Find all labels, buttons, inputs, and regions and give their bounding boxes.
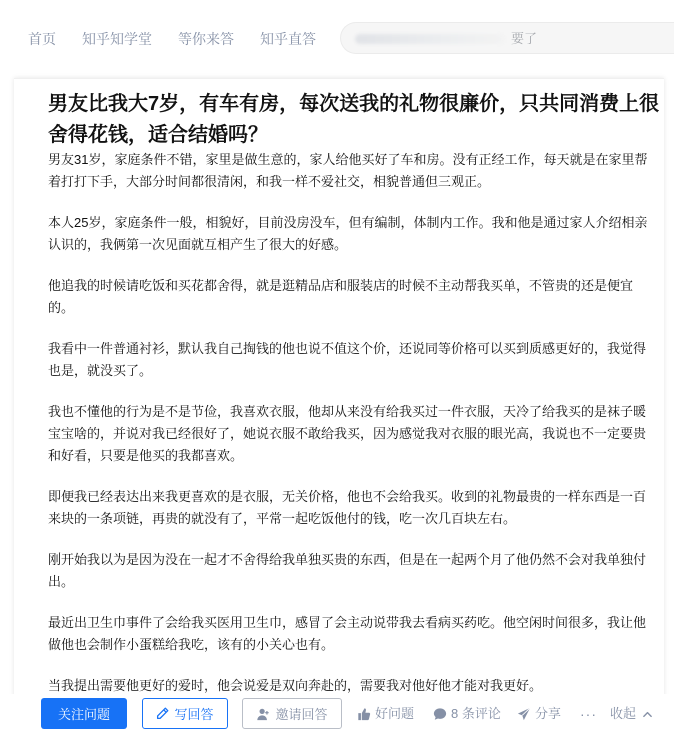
more-options-label: ··· <box>580 706 597 722</box>
search-input[interactable] <box>340 22 674 54</box>
good-question-button[interactable] <box>357 705 414 723</box>
add-user-icon <box>256 707 270 721</box>
question-paragraph: 我也不懂他的行为是不是节俭，我喜欢衣服，他却从来没有给我买过一件衣服，天冷了给我买的是袜子暖宝宝啥的，并说对我已经很好了，她说衣服不敢给我买，因为感觉我对衣服的眼光高，我说也不一定要贵和好看，只要是他买的我都喜欢。 <box>48 404 647 463</box>
share-icon <box>517 707 531 721</box>
nav-item-zhixuetang[interactable]: 知乎知学堂 <box>82 31 152 47</box>
comment-icon <box>433 707 447 721</box>
pencil-icon <box>156 707 169 720</box>
question-paragraph: 最近出卫生巾事件了会给我买医用卫生巾，感冒了会主动说带我去看病买药吃。他空闲时间很多，我让他做他也会制作小蛋糕给我吃，该有的小关心也有。 <box>48 615 647 652</box>
write-answer-button[interactable] <box>142 698 228 729</box>
question-card <box>14 78 664 749</box>
invite-answer-button[interactable] <box>242 698 342 729</box>
chevron-up-icon <box>642 709 653 720</box>
good-question-label: 好问题 <box>375 706 415 721</box>
question-paragraph: 本人25岁，家庭条件一般，相貌好，目前没房没车，但有编制，体制内工作。我和他是通过家人介绍相亲认识的，我俩第一次见面就互相产生了很大的好感。 <box>48 215 648 252</box>
question-paragraph: 我看中一件普通衬衫，默认我自己掏钱的他也说不值这个价，还说同等价格可以买到质感更好的，我觉得也是，就没买了。 <box>48 341 647 378</box>
collapse-button[interactable] <box>610 705 653 723</box>
invite-answer-label: 邀请回答 <box>275 707 328 722</box>
question-paragraph: 男友31岁，家庭条件不错，家里是做生意的，家人给他买好了车和房。没有正经工作，每天就是在家里帮着打打下手，大部分时间都很清闲，和我一样不爱社交，相貌普通但三观正。 <box>48 152 648 189</box>
question-body <box>48 149 655 716</box>
nav-item-zhida[interactable]: 知乎直答 <box>260 31 316 47</box>
search-placeholder-blurred <box>355 34 505 44</box>
write-answer-label: 写回答 <box>174 707 214 722</box>
follow-question-label: 关注问题 <box>57 707 110 722</box>
question-paragraph: 当我提出需要他更好的爱时，他会说爱是双向奔赴的，需要我对他好他才能对我更好。 <box>48 678 543 693</box>
share-button[interactable] <box>517 705 561 723</box>
question-title: 男友比我大7岁，有车有房，每次送我的礼物很廉价，只共同消费上很舍得花钱，适合结婚吗？ <box>48 93 660 146</box>
search-placeholder-text: 要了 <box>511 31 538 46</box>
follow-question-button[interactable] <box>41 698 127 729</box>
nav-item-waiting-answers[interactable]: 等你来答 <box>178 31 234 47</box>
share-label: 分享 <box>535 706 562 721</box>
nav-item-home[interactable]: 首页 <box>28 31 56 47</box>
more-options-button[interactable] <box>580 705 597 723</box>
question-paragraph: 即便我已经表达出来我更喜欢的是衣服，无关价格，他也不会给我买。收到的礼物最贵的一样东西是一百来块的一条项链，再贵的就没有了，平常一起吃饭他付的钱，吃一次几百块左右。 <box>48 489 647 526</box>
main-nav <box>28 29 342 49</box>
question-action-bar <box>0 694 674 754</box>
thumbs-up-icon <box>357 707 371 721</box>
collapse-label: 收起 <box>610 706 637 721</box>
question-paragraph: 刚开始我以为是因为没在一起才不舍得给我单独买贵的东西，但是在一起两个月了他仍然不会对我单独付出。 <box>48 552 647 589</box>
question-paragraph: 他追我的时候请吃饭和买花都舍得，就是逛精品店和服装店的时候不主动帮我买单，不管贵的还是便宜的。 <box>48 278 634 315</box>
comments-button[interactable] <box>433 705 501 723</box>
top-navigation-bar <box>0 0 674 78</box>
comments-label: 8 条评论 <box>451 706 501 721</box>
